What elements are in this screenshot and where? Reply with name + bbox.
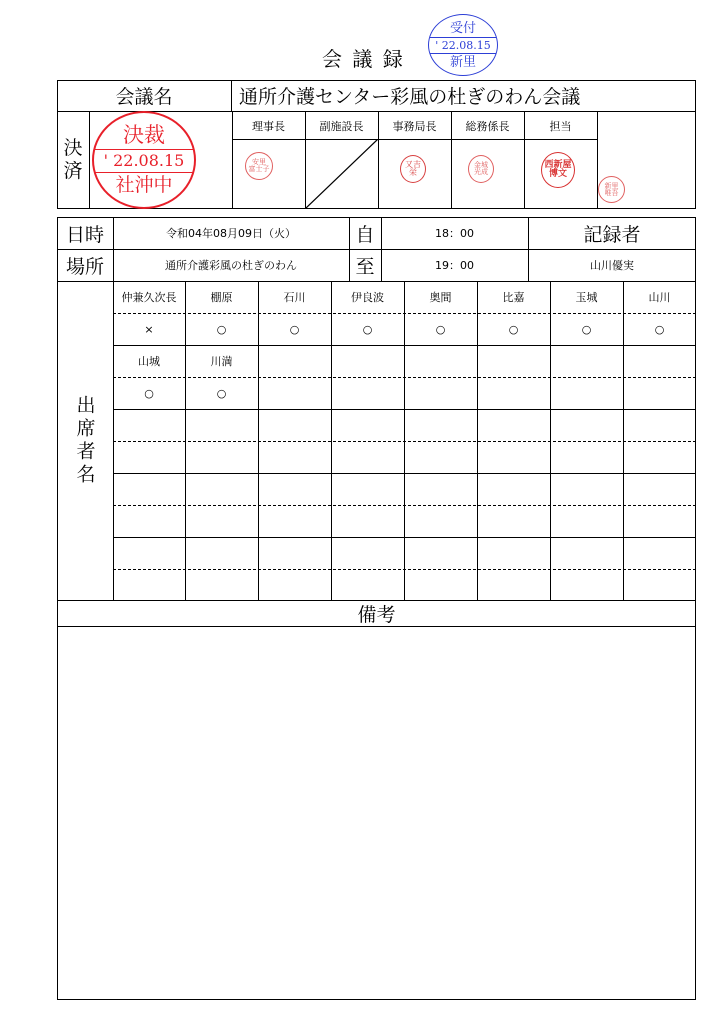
approval-label-line1: 決 (63, 137, 83, 160)
place-label: 場所 (65, 255, 104, 278)
seal-general-affairs-chief: 金城 光成 (468, 155, 494, 183)
from-label: 自 (355, 223, 375, 246)
attendance-mark: × (144, 322, 154, 336)
attendee-name: 比嘉 (502, 291, 525, 304)
position-staff-in-charge: 担当 (549, 119, 572, 133)
attendance-mark: ○ (216, 386, 227, 400)
attendance-mark: ○ (508, 322, 519, 336)
position-chairman: 理事長 (252, 119, 285, 133)
attendee-name: 玉城 (575, 291, 598, 304)
attendance-mark: ○ (289, 322, 300, 336)
remarks-label: 備考 (357, 603, 396, 626)
receipt-stamp (428, 14, 498, 76)
attendee-name: 伊良波 (351, 291, 384, 304)
vice-director-slash (305, 139, 378, 209)
attendee-name: 仲兼久次長 (121, 291, 177, 304)
attendance-label: 出席者名 (73, 394, 96, 487)
datetime-label: 日時 (65, 223, 104, 246)
seal-secretary-general: 又吉 栄 (400, 155, 426, 183)
seal-receiver: 新里 唯吾 (598, 176, 625, 203)
recorder-label: 記録者 (583, 223, 641, 246)
attendee-name: 石川 (283, 291, 306, 304)
recorder-value: 山川優実 (590, 259, 634, 272)
attendee-name: 川満 (210, 355, 233, 368)
final-approval-stamp (92, 111, 196, 209)
meeting-name-label: 会議名 (115, 86, 173, 108)
attendee-name: 棚原 (210, 291, 233, 304)
position-general-affairs-chief: 総務係長 (465, 119, 510, 133)
attendance-mark: ○ (144, 386, 154, 400)
attendance-mark: ○ (435, 322, 446, 336)
approval-label-line2: 済 (63, 160, 83, 182)
attendee-name: 山川 (648, 291, 671, 304)
attendance-mark: ○ (216, 322, 227, 336)
remarks-area (58, 627, 695, 999)
place-value: 通所介護彩風の杜ぎのわん (165, 259, 297, 272)
attendee-name: 奥間 (429, 291, 452, 304)
to-label: 至 (355, 255, 375, 278)
final-stamp-name: 社沖中 (115, 174, 173, 196)
seal-chairman: 安里 富士子 (245, 152, 273, 180)
seal-staff-in-charge: 西新屋 博文 (541, 152, 575, 188)
meeting-name-value: 通所介護センター彩風の杜ぎのわん会議 (239, 86, 581, 108)
attendance-mark: ○ (581, 322, 592, 336)
attendance-mark: ○ (654, 322, 665, 336)
page-title: 会 議 録 (322, 47, 405, 71)
position-secretary-general: 事務局長 (392, 119, 437, 133)
position-vice-director: 副施設長 (319, 119, 364, 133)
datetime-value: 令和04年08月09日（火） (166, 227, 296, 240)
final-stamp-top: 決裁 (123, 123, 165, 147)
receipt-stamp-date: ' 22.08.15 (430, 37, 496, 54)
final-stamp-date: ' 22.08.15 (94, 149, 194, 173)
receipt-stamp-top: 受付 (449, 20, 476, 36)
attendee-name: 山城 (138, 355, 160, 368)
to-time: 19：00 (435, 259, 474, 272)
receipt-stamp-name: 新里 (449, 54, 476, 70)
attendance-mark: ○ (362, 322, 373, 336)
approval-label (57, 111, 89, 209)
from-time: 18：00 (435, 227, 474, 240)
